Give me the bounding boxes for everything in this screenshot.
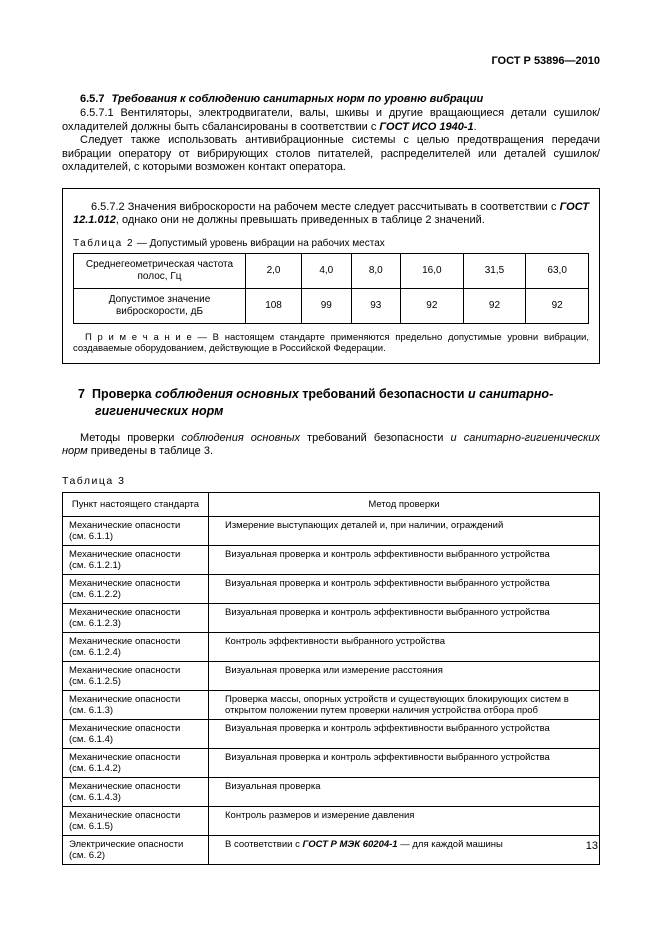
table2-cell: 4,0	[302, 253, 351, 288]
hazard-cell	[63, 690, 209, 719]
table2-cell: 92	[526, 288, 589, 323]
paragraph-6-5-7-2-number: 6.5.7.2	[91, 200, 125, 213]
gost-reference: ГОСТ 12.1.012	[73, 200, 589, 226]
paragraph-6-5-7-1-number: 6.5.7.1	[80, 107, 114, 119]
table2-vibration-levels	[73, 253, 589, 324]
table2-cell: 108	[246, 288, 302, 323]
section-7-paragraph	[62, 432, 600, 459]
method-cell: Визуальная проверка и контроль эффективности выбранного устройства	[209, 603, 600, 632]
hazard-cell	[63, 748, 209, 777]
table2-caption-text: — Допустимый уровень вибрации на рабочих местах	[136, 237, 385, 249]
hazard-name: Механические опасности	[69, 809, 181, 821]
hazard-ref: (см. 6.1.1)	[69, 530, 114, 542]
paragraph-6-5-7-2-text: Значения виброскорости на рабочем месте следует рассчитывать в соответствии с	[127, 200, 560, 213]
method-cell: Визуальная проверка	[209, 777, 600, 806]
method-cell: Проверка массы, опорных устройств и существующих блокирующих систем в открытом положении путем проверки наличия устройства отбора проб	[209, 690, 600, 719]
table2-cell: 99	[302, 288, 351, 323]
hazard-name: Механические опасности	[69, 577, 181, 589]
table-row	[74, 288, 589, 323]
table2-note	[73, 332, 589, 355]
table3-verification-methods	[62, 492, 600, 865]
table2-caption-label: Таблица 2	[73, 237, 135, 249]
table3-caption-label: Таблица 3	[62, 474, 126, 487]
table2-row1-label: Среднегеометрическая частота полос, Гц	[74, 253, 246, 288]
hazard-ref: (см. 6.1.4)	[69, 733, 114, 745]
hazard-ref: (см. 6.1.3)	[69, 704, 114, 716]
hazard-name: Механические опасности	[69, 664, 181, 676]
hazard-cell	[63, 603, 209, 632]
paragraph-6-5-7-2	[73, 201, 589, 228]
table-row	[63, 574, 600, 603]
table2-caption	[73, 238, 589, 249]
hazard-cell	[63, 574, 209, 603]
table2-cell: 2,0	[246, 253, 302, 288]
table2-cell: 31,5	[463, 253, 526, 288]
method-cell: Визуальная проверка и контроль эффективности выбранного устройства	[209, 545, 600, 574]
doc-code-header: ГОСТ Р 53896—2010	[491, 55, 600, 67]
hazard-ref: (см. 6.1.4.3)	[69, 791, 121, 803]
table2-cell: 92	[463, 288, 526, 323]
section-6-5-7-heading	[62, 93, 600, 105]
table2-cell: 63,0	[526, 253, 589, 288]
paragraph-6-5-7-2-end: , однако они не должны превышать приведенных в таблице 2 значений.	[115, 214, 485, 226]
table-row	[74, 253, 589, 288]
table-row	[63, 719, 600, 748]
hazard-cell	[63, 806, 209, 835]
table3-col1-header: Пункт настоящего стандарта	[63, 492, 209, 516]
section-6-5-7-number: 6.5.7	[80, 93, 105, 105]
table2-cell: 93	[351, 288, 400, 323]
method-cell: Контроль эффективности выбранного устройства	[209, 632, 600, 661]
hazard-name: Механические опасности	[69, 606, 181, 618]
section-7-title-part2: требований безопасности	[302, 386, 465, 401]
hazard-ref: (см. 6.1.2.3)	[69, 617, 121, 629]
section-6-5-7-title: Требования к соблюдению санитарных норм по уровню вибрации	[111, 93, 484, 105]
table2-cell: 92	[401, 288, 464, 323]
table-row	[63, 835, 600, 864]
paragraph-6-5-7-1-text: Вентиляторы, электродвигатели, валы, шкивы и другие вращающиеся детали сушилок/охладителей должны быть сбалансированы в соответствии с	[62, 107, 600, 133]
table3-col2-header: Метод проверки	[209, 492, 600, 516]
method-text-pre: В соответствии с	[225, 838, 303, 850]
hazard-ref: (см. 6.1.5)	[69, 820, 114, 832]
gost-reference: ГОСТ Р МЭК 60204-1	[302, 838, 398, 850]
section-7-para-part2: требований безопасности	[307, 431, 444, 444]
hazard-name: Механические опасности	[69, 722, 181, 734]
section-7-title-part1: Проверка	[91, 386, 152, 401]
hazard-cell	[63, 719, 209, 748]
hazard-cell	[63, 835, 209, 864]
method-cell: Измерение выступающих деталей и, при наличии, ограждений	[209, 516, 600, 545]
paragraph-6-5-7-1	[62, 107, 600, 134]
hazard-ref: (см. 6.2)	[69, 849, 106, 861]
gost-reference: ГОСТ ИСО 1940-1	[379, 120, 474, 133]
section-7-para-part1: Методы проверки	[80, 431, 175, 444]
section-7-para-italic1: соблюдения основных	[181, 431, 300, 444]
hazard-cell	[63, 661, 209, 690]
hazard-ref: (см. 6.1.2.1)	[69, 559, 121, 571]
table3-caption	[62, 475, 600, 487]
section-7-title-italic1: соблюдения основных	[155, 386, 299, 401]
hazard-ref: (см. 6.1.2.4)	[69, 646, 121, 658]
table-row	[63, 516, 600, 545]
table-row	[63, 748, 600, 777]
note-label: П р и м е ч а н и е	[85, 331, 192, 343]
table-row	[63, 690, 600, 719]
hazard-name: Механические опасности	[69, 780, 181, 792]
table-row	[63, 603, 600, 632]
table2-row2-label: Допустимое значение виброскорости, дБ	[74, 288, 246, 323]
table-row	[63, 777, 600, 806]
hazard-cell	[63, 545, 209, 574]
method-cell	[209, 835, 600, 864]
method-cell: Визуальная проверка и контроль эффективности выбранного устройства	[209, 574, 600, 603]
hazard-ref: (см. 6.1.2.2)	[69, 588, 121, 600]
paragraph-6-5-7-1-end: .	[473, 120, 477, 133]
hazard-name: Механические опасности	[69, 751, 181, 763]
hazard-ref: (см. 6.1.2.5)	[69, 675, 121, 687]
table-row	[63, 632, 600, 661]
section-7-number: 7	[78, 386, 85, 401]
method-cell: Визуальная проверка и контроль эффективности выбранного устройства	[209, 748, 600, 777]
section-7-para-part3: приведены в таблице 3.	[90, 445, 213, 457]
table2-cell: 8,0	[351, 253, 400, 288]
table2-cell: 16,0	[401, 253, 464, 288]
hazard-cell	[63, 777, 209, 806]
page-number: 13	[585, 840, 598, 852]
paragraph-antivibration: Следует также использовать антивибрационные системы с целью предотвращения передачи вибрации оператору от вибрирующих столов питателей, распределителей или деталей сушилок/охладителей, с которыми возможен контакт оператора.	[62, 134, 600, 173]
section-7-para-italic2: и санитарно-гигиенических норм	[62, 431, 600, 457]
hazard-name: Механические опасности	[69, 548, 181, 560]
table-row	[63, 806, 600, 835]
method-cell: Визуальная проверка или измерение расстояния	[209, 661, 600, 690]
hazard-ref: (см. 6.1.4.2)	[69, 762, 121, 774]
table-row	[63, 661, 600, 690]
hazard-name: Механические опасности	[69, 519, 181, 531]
hazard-cell	[63, 632, 209, 661]
method-text-post: — для каждой машины	[397, 838, 503, 850]
section-7-title-italic2: и санитарно-гигиенических норм	[95, 386, 554, 418]
hazard-name: Механические опасности	[69, 635, 181, 647]
boxed-requirement-block	[62, 188, 600, 364]
method-cell: Контроль размеров и измерение давления	[209, 806, 600, 835]
hazard-name: Механические опасности	[69, 693, 181, 705]
method-cell: Визуальная проверка и контроль эффективности выбранного устройства	[209, 719, 600, 748]
hazard-cell	[63, 516, 209, 545]
section-7-heading	[62, 386, 600, 420]
table-header-row	[63, 492, 600, 516]
note-text: — В настоящем стандарте применяются предельно допустимые уровни вибрации, создаваемые оборудованием, действующие в Российской Федерации.	[73, 331, 589, 354]
table-row	[63, 545, 600, 574]
hazard-name: Электрические опасности	[69, 838, 184, 850]
